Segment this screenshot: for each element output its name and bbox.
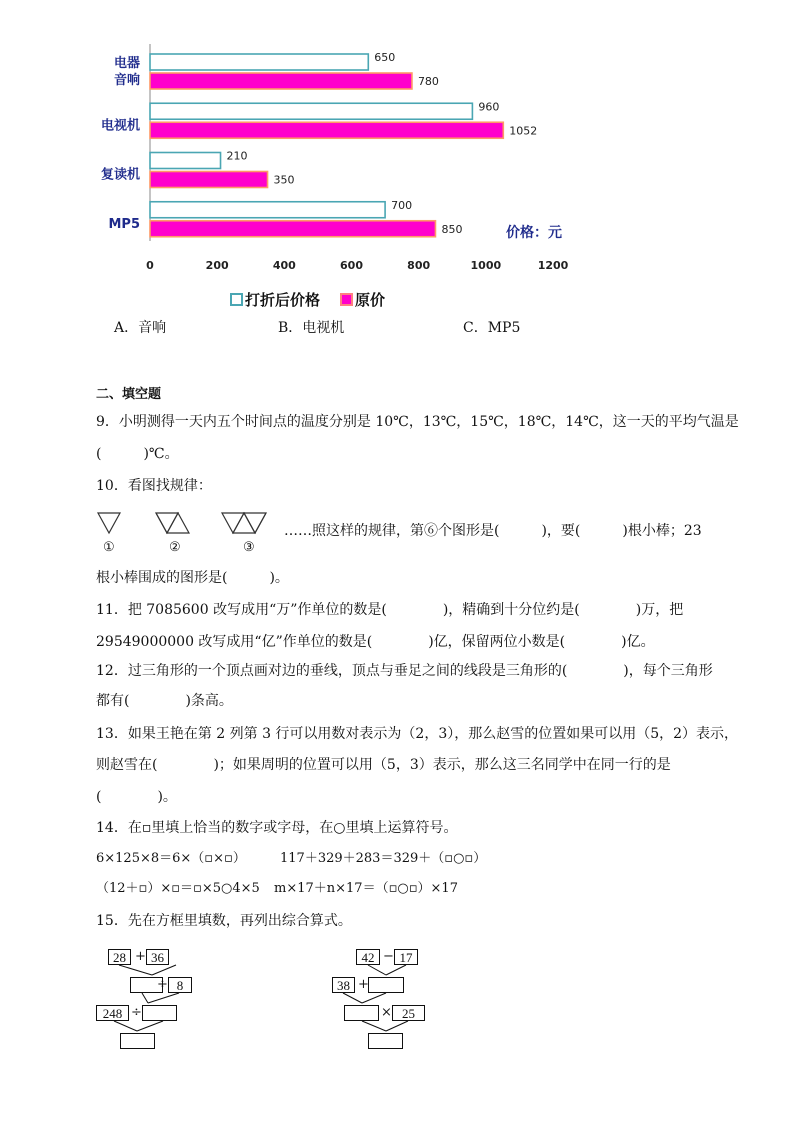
x-tick-label: 400 [272,259,296,272]
left-box-248: 248 [96,1005,129,1021]
bar-discount-price [150,202,385,218]
legend-swatch-original [340,293,353,306]
left-box-8: 8 [168,977,192,993]
q14-expression-3: （12＋▫）×▫＝▫×5○4×5 [96,881,260,896]
x-tick-label: 200 [205,259,229,272]
x-tick-label: 800 [407,259,431,272]
right-op-times: × [381,1005,392,1020]
q12-line2: 都有( )条高。 [96,693,233,709]
figure-label-3: ③ [243,540,255,555]
bar-discount-price [150,103,472,119]
q14-expression-2: 117＋329＋283＝329＋（▫○▫） [280,851,487,866]
bar-value-label: 210 [226,149,248,163]
left-op-divide-1: ÷ [157,977,168,992]
legend-label-discount: 打折后价格 [245,291,321,309]
left-op-divide-2: ÷ [131,1005,142,1020]
figure-label-2: ② [169,540,181,555]
category-label: 电器 [113,56,140,71]
q14-line1: 14．在▫里填上恰当的数字或字母，在○里填上运算符号。 [96,820,458,836]
right-blank-2[interactable] [344,1005,379,1021]
right-box-17: 17 [394,949,418,965]
q10-text: ……照这样的规律，第⑥个图形是( )，要( )根小棒；23 [284,523,702,539]
legend-label-original: 原价 [355,291,386,309]
right-blank-1[interactable] [368,977,404,993]
bar-original-price [150,172,268,188]
price-bar-chart [0,0,794,320]
option-c: C．MP5 [463,320,521,336]
bar-original-price [150,221,435,237]
q10-line3: 根小棒围成的图形是( )。 [96,570,289,586]
right-op-minus: − [383,949,394,964]
left-box-28: 28 [108,949,131,965]
q13-line1: 13．如果王艳在第 2 列第 3 行可以用数对表示为（2，3），那么赵雪的位置如果可以用（5，2）表示， [96,726,739,742]
bar-value-label: 960 [478,100,500,114]
section-heading-fill-blank: 二、填空题 [96,387,162,402]
bar-value-label: 650 [374,51,396,64]
left-blank-3[interactable] [120,1033,155,1049]
q14-expression-4: m×17＋n×17＝（▫○▫）×17 [274,881,458,896]
figure-label-1: ① [103,540,115,555]
q15-line1: 15．先在方框里填数，再列出综合算式。 [96,913,352,929]
left-op-plus: + [135,949,146,964]
q10-triangle-figures [94,508,294,548]
bar-original-price [150,73,412,89]
option-b: B．电视机 [278,320,345,336]
bar-value-label: 700 [391,198,413,212]
q9-line2: ( )℃。 [96,446,179,462]
q11-line1: 11．把 7085600 改写成用“万”作单位的数是( )，精确到十分位约是( )万，把 [96,602,684,618]
right-blank-3[interactable] [368,1033,403,1049]
option-a: A．音响 [114,320,167,336]
figure-2 [156,513,189,533]
legend-swatch-discount [230,293,243,306]
right-op-plus: + [358,977,369,992]
q9-line1: 9．小明测得一天内五个时间点的温度分别是 10℃，13℃，15℃，18℃，14℃，这一天的平均气温是 [96,414,739,430]
bar-value-label: 350 [273,173,295,187]
bar-value-label: 780 [417,75,439,88]
category-label: 电视机 [100,118,140,134]
bar-value-label: 1052 [509,124,538,138]
q14-expression-1: 6×125×8＝6×（▫×▫） [96,851,246,866]
x-tick-label: 600 [340,259,363,272]
figure-1 [98,513,120,533]
left-blank-2[interactable] [142,1005,177,1021]
bar-value-label: 850 [441,222,463,236]
bar-discount-price [150,153,221,169]
right-box-25: 25 [392,1005,425,1021]
price-bar-chart-svg [0,0,794,320]
x-tick-label: 1200 [537,259,569,272]
x-tick-label: 1000 [470,259,502,272]
right-box-38: 38 [332,977,355,993]
q10-line1: 10．看图找规律： [96,478,212,494]
x-tick-label: 0 [146,259,154,272]
q11-line2: 29549000000 改写成用“亿”作单位的数是( )亿，保留两位小数是( )亿。 [96,634,655,650]
q13-line3: ( )。 [96,789,177,805]
category-label: 音响 [113,73,140,88]
category-label: MP5 [108,216,140,232]
category-label: 复读机 [100,167,140,183]
q12-line1: 12．过三角形的一个顶点画对边的垂线，顶点与垂足之间的线段是三角形的( )，每个三角形 [96,663,713,679]
bar-original-price [150,122,503,138]
figure-3 [222,513,266,533]
q13-line2: 则赵雪在( )；如果周明的位置可以用（5，3）表示，那么这三名同学中在同一行的是 [96,757,671,773]
right-box-42: 42 [356,949,380,965]
left-box-36: 36 [146,949,169,965]
unit-label: 价格：元 [506,225,562,241]
bar-discount-price [150,54,368,70]
